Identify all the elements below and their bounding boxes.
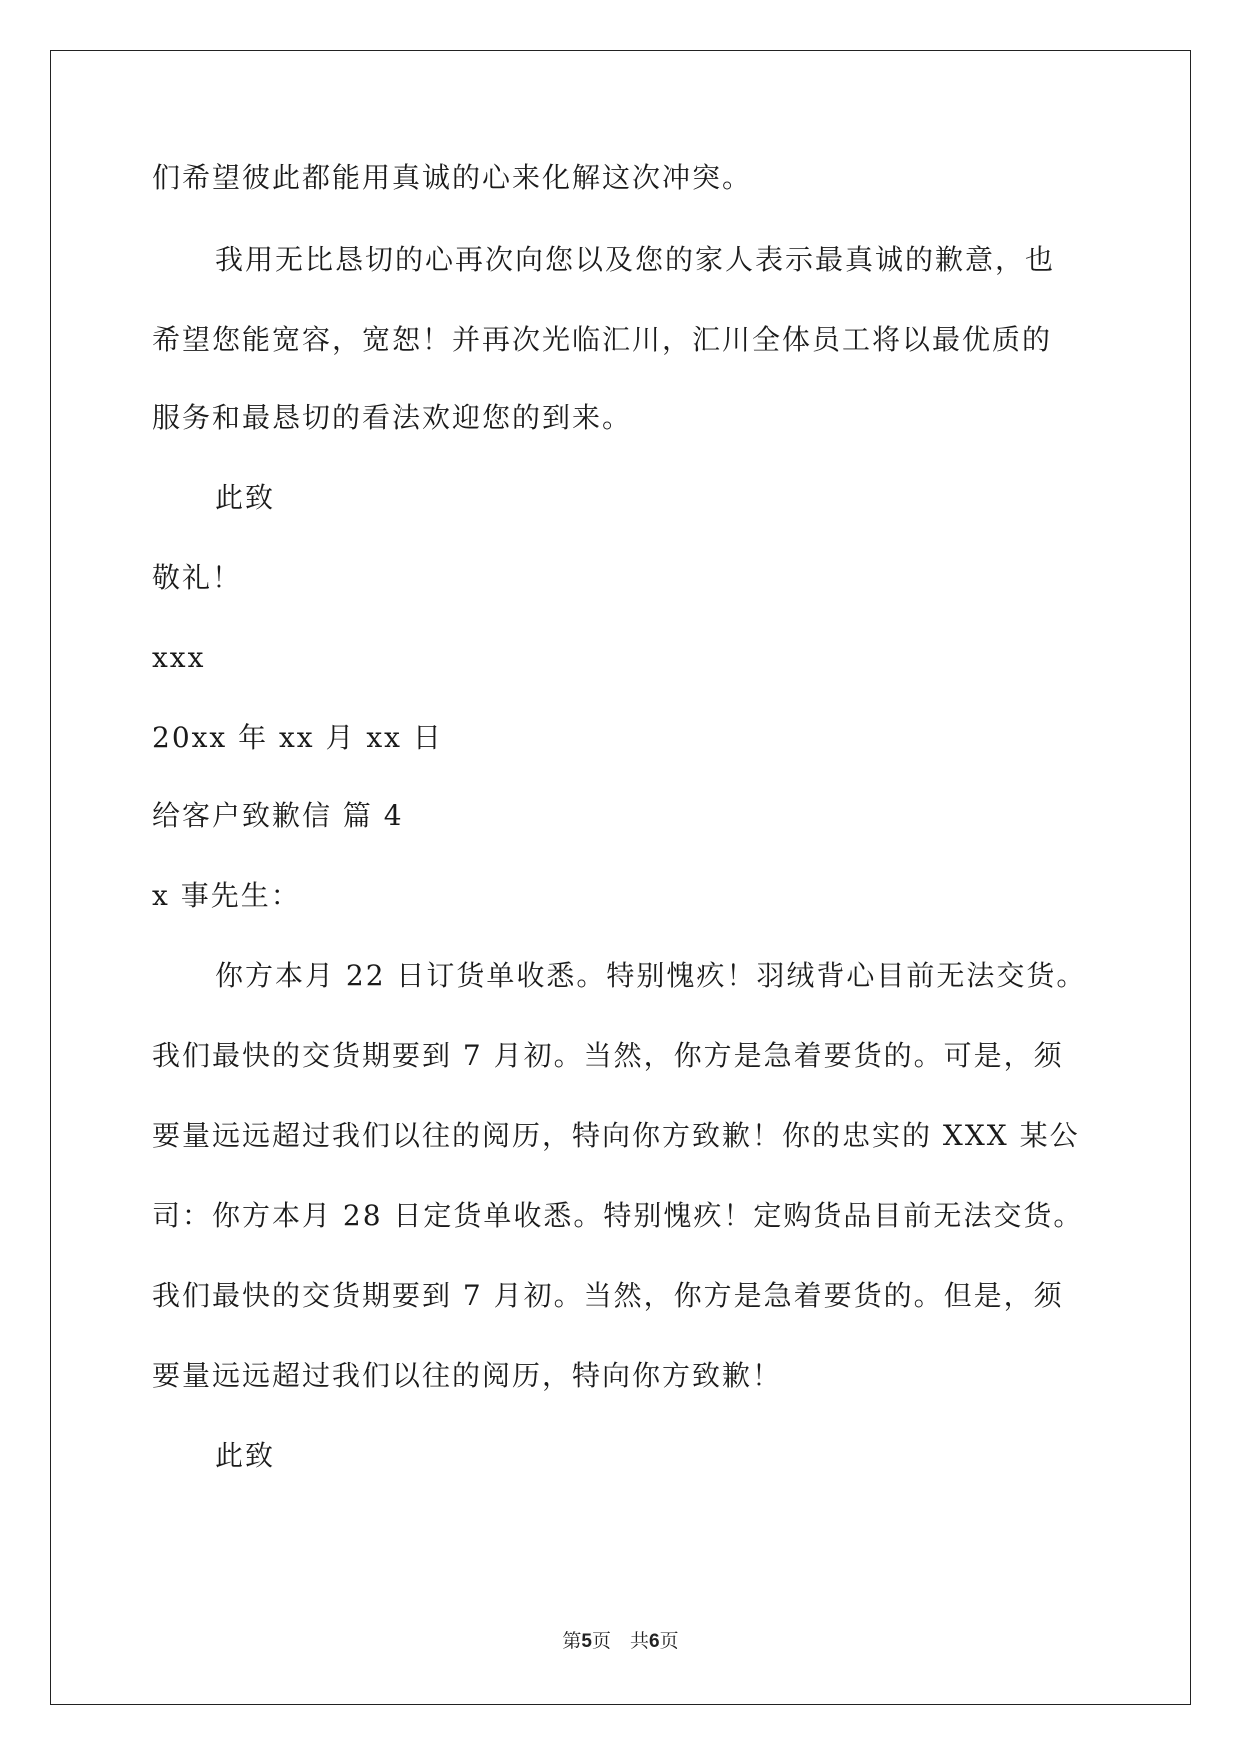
closing-regards: 敬礼！ xyxy=(152,561,243,594)
closing-salutation: 此致 xyxy=(215,481,276,514)
text-line: 我们最快的交货期要到 7 月初。当然，你方是急着要货的。但是，须 xyxy=(152,1279,1064,1312)
text-line: 希望您能宽容，宽恕！并再次光临汇川，汇川全体员工将以最优质的 xyxy=(152,323,1053,356)
text-line: 要量远远超过我们以往的阅历，特向你方致歉！ xyxy=(152,1359,783,1392)
text-line: 你方本月 22 日订货单收悉。特别愧疚！羽绒背心目前无法交货。 xyxy=(215,959,1087,992)
total-page-number: 6 xyxy=(649,1631,660,1652)
footer-suffix: 页 xyxy=(659,1630,679,1652)
text-line: 我用无比恳切的心再次向您以及您的家人表示最真诚的歉意，也 xyxy=(215,243,1056,276)
closing-salutation: 此致 xyxy=(215,1439,276,1472)
text-line: 们希望彼此都能用真诚的心来化解这次冲突。 xyxy=(152,161,753,194)
footer-mid: 页 共 xyxy=(591,1630,649,1652)
section-heading: 给客户致歉信 篇 4 xyxy=(152,799,404,832)
footer-prefix: 第 xyxy=(562,1630,582,1652)
current-page-number: 5 xyxy=(581,1631,592,1652)
text-line: 我们最快的交货期要到 7 月初。当然，你方是急着要货的。可是，须 xyxy=(152,1039,1064,1072)
signature-name: xxx xyxy=(152,641,206,674)
signature-date: 20xx 年 xx 月 xx 日 xyxy=(152,721,443,754)
text-line: 服务和最恳切的看法欢迎您的到来。 xyxy=(152,401,633,434)
text-line: 要量远远超过我们以往的阅历，特向你方致歉！你的忠实的 XXX 某公 xyxy=(152,1119,1080,1152)
greeting: x 事先生： xyxy=(152,879,301,912)
text-line: 司：你方本月 28 日定货单收悉。特别愧疚！定购货品目前无法交货。 xyxy=(152,1199,1084,1232)
page-footer xyxy=(0,1626,1241,1653)
